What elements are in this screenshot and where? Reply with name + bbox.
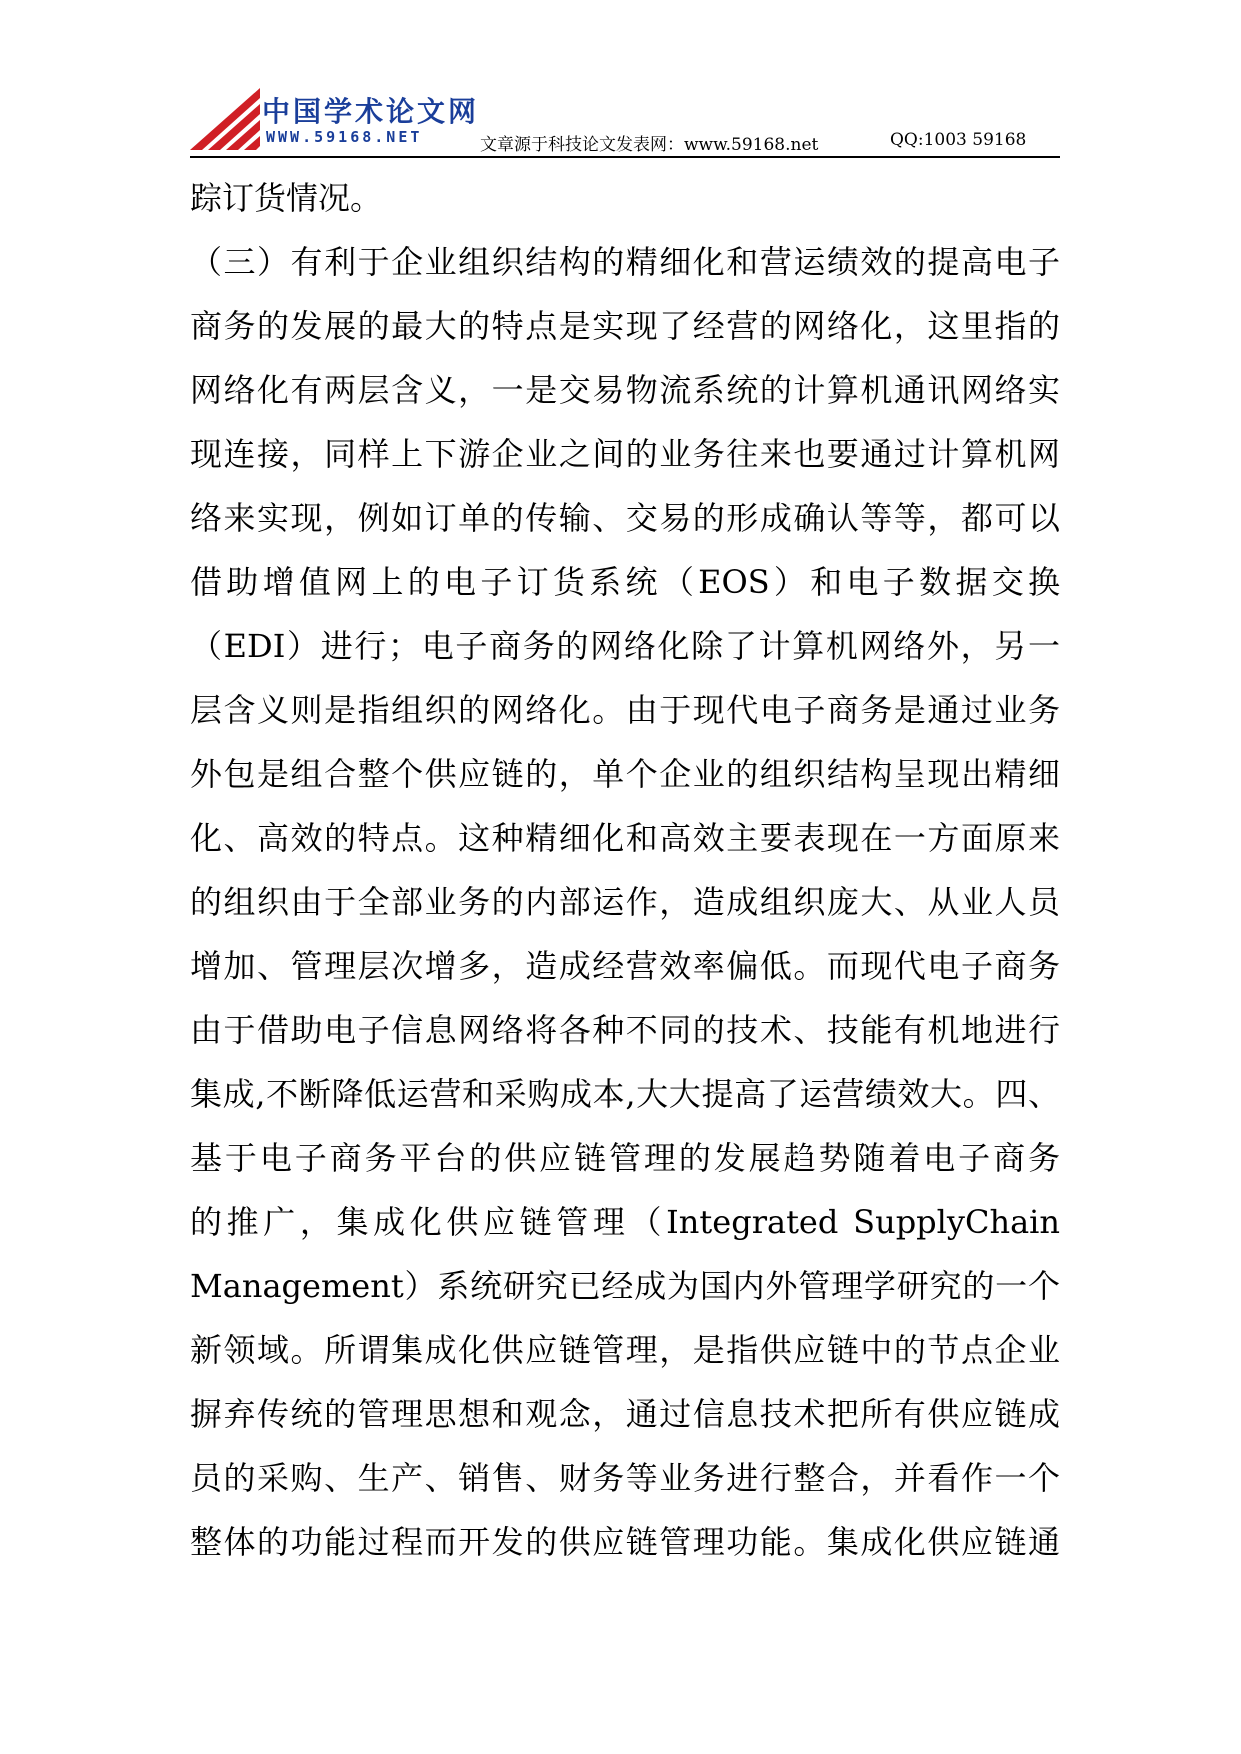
page-header [190,84,1060,156]
body-text [190,166,1060,1574]
text-line: 层含义则是指组织的网络化。由于现代电子商务是通过业务 [190,691,1060,729]
text-line: 由于借助电子信息网络将各种不同的技术、技能有机地进行 [190,1011,1060,1049]
text-line: 摒弃传统的管理思想和观念，通过信息技术把所有供应链成 [190,1395,1060,1433]
text-line: 借助增值网上的电子订货系统（EOS）和电子数据交换 [190,563,1060,601]
text-line: 新领域。所谓集成化供应链管理，是指供应链中的节点企业 [190,1331,1060,1369]
logo-title: 中国学术论文网 [262,95,480,128]
header-divider [190,156,1060,158]
text-line: 员的采购、生产、销售、财务等业务进行整合，并看作一个 [190,1459,1060,1497]
site-logo [190,88,480,150]
logo-stripes-icon [190,88,260,150]
logo-url: WWW.59168.NET [266,128,423,146]
text-line: 化、高效的特点。这种精细化和高效主要表现在一方面原来 [190,819,1060,857]
text-line: 整体的功能过程而开发的供应链管理功能。集成化供应链通 [190,1523,1060,1561]
text-line: 的推广，集成化供应链管理（Integrated SupplyChain [190,1203,1060,1241]
text-line: Management）系统研究已经成为国内外管理学研究的一个 [190,1267,1060,1305]
text-line: 网络化有两层含义，一是交易物流系统的计算机通讯网络实 [190,371,1060,409]
source-note: 文章源于科技论文发表网：www.59168.net [480,135,819,155]
qq-note: QQ:1003 59168 [890,130,1027,150]
text-line: 现连接，同样上下游企业之间的业务往来也要通过计算机网 [190,435,1060,473]
text-line: 增加、管理层次增多，造成经营效率偏低。而现代电子商务 [190,947,1060,985]
text-line: 商务的发展的最大的特点是实现了经营的网络化，这里指的 [190,307,1060,345]
text-line: 踪订货情况。 [190,179,383,217]
text-line: （三）有利于企业组织结构的精细化和营运绩效的提高电子 [190,243,1060,281]
text-line: 络来实现，例如订单的传输、交易的形成确认等等，都可以 [190,499,1060,537]
text-line: 集成,不断降低运营和采购成本,大大提高了运营绩效大。四、 [190,1075,1060,1113]
text-line: （EDI）进行；电子商务的网络化除了计算机网络外，另一 [190,627,1060,665]
text-line: 基于电子商务平台的供应链管理的发展趋势随着电子商务 [190,1139,1060,1177]
text-line: 外包是组合整个供应链的，单个企业的组织结构呈现出精细 [190,755,1060,793]
text-line: 的组织由于全部业务的内部运作，造成组织庞大、从业人员 [190,883,1060,921]
